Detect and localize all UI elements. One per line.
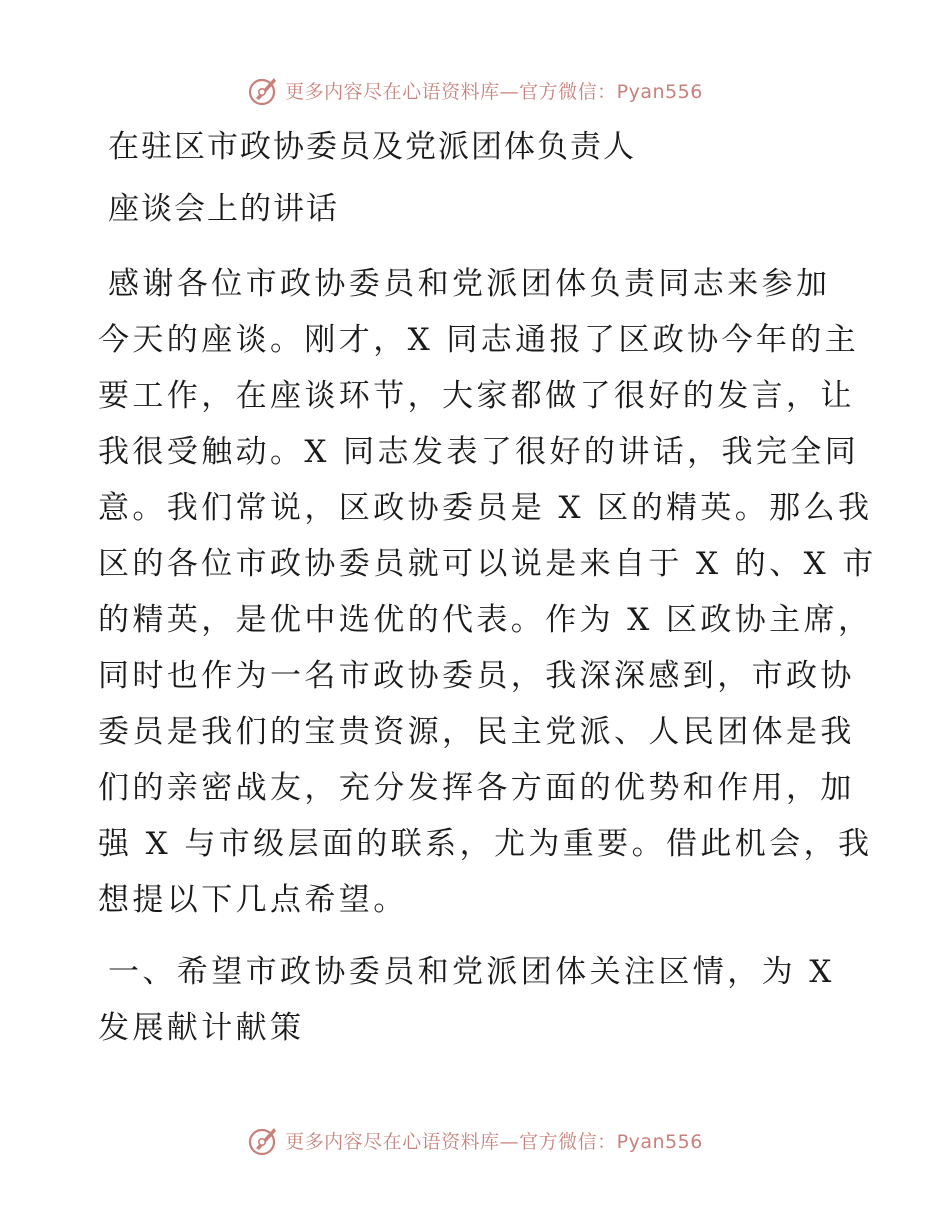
body-line: 区的各位市政协委员就可以说是来自于 X 的、X 市 xyxy=(98,546,877,582)
heading-line: 一、希望市政协委员和党派团体关注区情，为 X xyxy=(108,954,835,990)
body-line: 今天的座谈。刚才，X 同志通报了区政协今年的主 xyxy=(98,322,860,358)
document-title-line-1: 在驻区市政协委员及党派团体负责人 xyxy=(108,129,636,165)
quill-logo-icon xyxy=(247,1123,281,1157)
body-line: 要工作，在座谈环节，大家都做了很好的发言，让 xyxy=(98,378,855,414)
watermark-text: 更多内容尽在心语资料库—官方微信：Pyan556 xyxy=(285,80,703,103)
heading-line: 发展献计献策 xyxy=(98,1010,305,1046)
footer-watermark-banner xyxy=(0,1120,950,1160)
body-line: 意。我们常说，区政协委员是 X 区的精英。那么我 xyxy=(98,490,873,526)
watermark-text: 更多内容尽在心语资料库—官方微信：Pyan556 xyxy=(285,1130,703,1153)
body-line: 的精英，是优中选优的代表。作为 X 区政协主席， xyxy=(98,602,873,638)
body-line: 同时也作为一名市政协委员，我深深感到，市政协 xyxy=(98,658,855,694)
document-title-line-2: 座谈会上的讲话 xyxy=(108,191,339,227)
body-line: 我很受触动。X 同志发表了很好的讲话，我完全同 xyxy=(98,434,860,470)
quill-logo-icon xyxy=(247,73,281,107)
body-line: 想提以下几点希望。 xyxy=(98,882,408,918)
body-line: 感谢各位市政协委员和党派团体负责同志来参加 xyxy=(108,266,831,302)
body-line: 们的亲密战友，充分发挥各方面的优势和作用，加 xyxy=(98,770,855,806)
body-line: 委员是我们的宝贵资源，民主党派、人民团体是我 xyxy=(98,714,855,750)
section-heading xyxy=(98,944,858,1056)
body-line: 强 X 与市级层面的联系，尤为重要。借此机会，我 xyxy=(98,826,873,862)
document-body xyxy=(98,118,877,1056)
header-watermark-banner xyxy=(0,70,950,110)
body-paragraph xyxy=(98,256,877,928)
